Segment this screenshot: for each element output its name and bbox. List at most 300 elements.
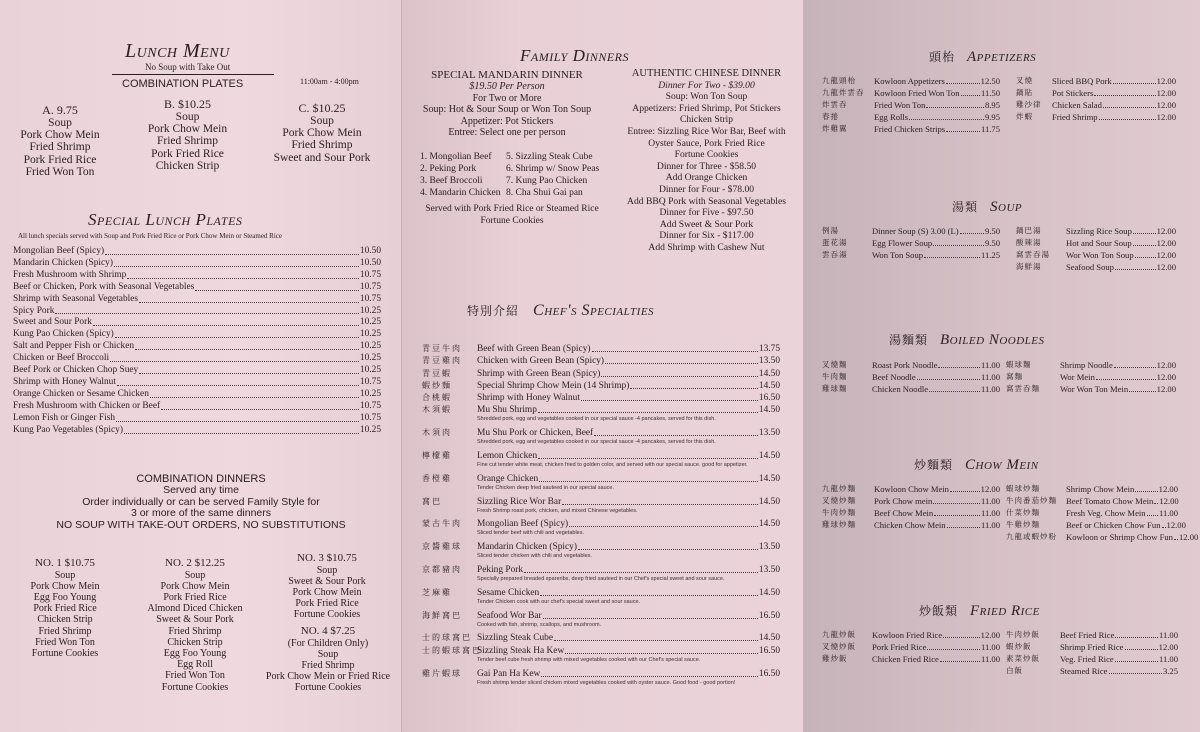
item-name: Chicken Noodle [872, 384, 929, 394]
item-price: 12.00 [1156, 250, 1176, 260]
item-name: Kung Pao Vegetables (Spicy) [13, 424, 123, 435]
authentic-line: Dinner for Five - $97.50 [659, 207, 754, 219]
combo-item: Soup [316, 564, 338, 576]
item-name: Fresh Veg. Chow Mein [1066, 508, 1146, 518]
chef-item-body [477, 355, 780, 367]
menu-item [13, 317, 381, 329]
item-name: Lemon Fish or Ginger Fish [13, 412, 116, 423]
chef-item-row [477, 610, 780, 622]
fried-rice-right [1006, 629, 1178, 677]
item-description: Sliced tender chicken with chili and vegetables. [477, 553, 592, 560]
leader-dots [933, 503, 980, 504]
mandarin-entree: 7. Kung Pao Chicken [506, 176, 588, 186]
item-price: 13.50 [758, 356, 780, 367]
item-cn-name: 窩雲吞麵 [1006, 384, 1040, 393]
mandarin-entree: 2. Peking Pork [420, 164, 477, 174]
item-description: Specially prepared breaded spareribs, deep fried sauteed in our Chef's special sweet and sour sauce. [477, 576, 725, 583]
item-cn-name: 雞球麵 [822, 384, 848, 393]
item-cn-name: 牛雞炒麵 [1006, 520, 1040, 529]
leader-dots [1096, 379, 1156, 380]
menu-item [13, 401, 381, 413]
item-price: 10.50 [359, 246, 381, 256]
plate-b-label: B. $10.25 [163, 97, 211, 111]
item-price: 10.25 [359, 353, 381, 364]
item-cn-name: 京都豬肉 [422, 565, 462, 575]
leader-dots [1099, 119, 1156, 120]
item-name: Veg. Fried Rice [1060, 654, 1114, 664]
item-cn-name: 士的球窩巴 [422, 633, 472, 643]
leader-dots [524, 572, 758, 573]
item-price: 14.50 [758, 368, 780, 379]
leader-dots [117, 385, 359, 386]
item-price: 12.00 [1166, 520, 1186, 530]
chef-item-row [477, 368, 780, 380]
item-cn-name: 牛肉炒麵 [822, 508, 856, 517]
leader-dots [926, 107, 984, 108]
item-price: 11.00 [980, 360, 1000, 370]
mandarin-footer [412, 203, 612, 227]
combo-item: Pork Chow Mein or Fried Rice [265, 671, 391, 683]
item-cn-name: 海鮮窩巴 [422, 610, 462, 620]
plate-b-item: Soup [175, 111, 200, 123]
leader-dots [946, 83, 980, 84]
chef-item-body [477, 380, 780, 392]
authentic-line: Soup: Won Ton Soup [665, 91, 748, 103]
combo-item: Sweet & Sour Pork [156, 614, 234, 626]
plate-b-item: Pork Fried Rice [151, 147, 224, 160]
item-name: Salt and Pepper Fish or Chicken [13, 341, 135, 352]
item-name: Kowloon Chow Mein [874, 484, 949, 494]
chef-item-body [477, 645, 780, 663]
item-cn-name: 鍋巴湯 [1016, 226, 1042, 235]
item-price: 11.00 [980, 496, 1000, 506]
combo-item: Fortune Cookies [31, 647, 99, 659]
combo-item: Soup [54, 569, 76, 581]
item-price: 8.95 [984, 100, 1000, 110]
item-price: 12.50 [980, 76, 1000, 86]
mandarin-footer-line: Served with Pork Fried Rice or Steamed Rice [425, 204, 599, 214]
item-name: Lemon Chicken [477, 451, 538, 462]
menu-item [822, 359, 1000, 371]
item-cn-name: 芝麻雞 [422, 587, 452, 597]
chef-item [422, 392, 780, 404]
chef-item-body [477, 473, 780, 491]
menu-item [822, 249, 1000, 261]
item-price: 10.75 [359, 376, 381, 387]
item-cn-name: 素菜炒飯 [1006, 654, 1040, 663]
chef-item-row [477, 473, 780, 485]
mandarin-entree: 8. Cha Shui Gai pan [506, 188, 583, 198]
item-cn-name: 雲吞湯 [822, 250, 848, 259]
item-price: 11.00 [980, 520, 1000, 530]
item-price: 11.00 [1158, 654, 1178, 664]
menu-item [822, 519, 1000, 531]
combination-dinners-line: Order individually or can be served Family Style for [82, 495, 320, 508]
item-name: Roast Pork Noodle [872, 360, 938, 370]
authentic-dinner [614, 68, 799, 254]
chef-item-body [477, 427, 780, 445]
item-name: Shrimp with Green Bean (Spicy) [477, 368, 601, 379]
chef-item-row [477, 380, 780, 392]
chef-item-row [477, 404, 780, 416]
item-name: Wor Mein [1060, 372, 1095, 382]
leader-dots [938, 367, 980, 368]
soup-heading [952, 198, 1022, 216]
item-price: 14.50 [758, 380, 780, 391]
combo-item: Soup [317, 648, 339, 660]
mandarin-line: Entree: Select one per person [448, 127, 566, 139]
mandarin-footer-line: Fortune Cookies [480, 216, 544, 226]
item-price: 16.50 [758, 393, 780, 404]
item-name: Sesame Chicken [477, 587, 540, 598]
item-cn-name: 青豆蝦 [422, 368, 452, 378]
menu-item [1006, 665, 1178, 677]
menu-item [1006, 531, 1199, 543]
plate-b-item: Pork Chow Mein [147, 123, 228, 136]
combo-item: Chicken Strip [37, 614, 93, 626]
lunch-divider [112, 74, 274, 75]
item-name: Beef Pork or Chicken Chop Suey [13, 365, 139, 376]
chef-item [422, 427, 780, 450]
chef-item-body [477, 632, 780, 644]
menu-item [13, 389, 381, 401]
plate-a-item: Fried Shrimp [29, 141, 91, 154]
combination-dinners-line: 3 or more of the same dinners [130, 507, 272, 519]
chow-mein-title-cn: 炒麵類 [914, 458, 954, 472]
item-name: Kowloon Fried Rice [872, 630, 943, 640]
item-name: Shrimp Noodle [1060, 360, 1113, 370]
item-name: Sweet and Sour Pork [13, 317, 92, 328]
chef-item [422, 541, 780, 564]
chef-item-body [477, 392, 780, 404]
menu-item [13, 413, 381, 425]
leader-dots [1109, 673, 1162, 674]
menu-item [822, 629, 1000, 641]
leader-dots [115, 337, 359, 338]
leader-dots [594, 435, 758, 436]
leader-dots [135, 349, 359, 350]
leader-dots [601, 376, 757, 377]
leader-dots [934, 515, 980, 516]
item-cn-name: 合桃蝦 [422, 393, 452, 403]
item-cn-name: 什菜炒麵 [1006, 508, 1040, 517]
item-price: 10.75 [359, 281, 381, 292]
fried-rice-title-cn: 炒飯類 [919, 604, 959, 618]
mandarin-entrees-right [506, 151, 599, 199]
item-price: 11.00 [980, 384, 1000, 394]
mandarin-entrees-left [420, 151, 500, 199]
item-price: 11.00 [980, 508, 1000, 518]
item-name: Kung Pao Chicken (Spicy) [13, 329, 114, 340]
menu-item [822, 99, 1000, 111]
item-name: Kowloon Appetizers [874, 76, 945, 86]
leader-dots [1094, 95, 1155, 96]
menu-item [822, 383, 1000, 395]
combo-no3 [262, 552, 392, 621]
item-price: 11.00 [1158, 630, 1178, 640]
combo-label: NO. 4 $7.25 [300, 625, 356, 637]
menu-item [822, 507, 1000, 519]
leader-dots [543, 618, 758, 619]
chow-mein-left [822, 483, 1000, 531]
item-cn-name: 例湯 [822, 226, 839, 235]
leader-dots [630, 388, 758, 389]
chef-item-row [477, 632, 780, 644]
menu-item [1006, 641, 1178, 653]
item-price: 9.50 [984, 238, 1000, 248]
leader-dots [1115, 661, 1158, 662]
item-cn-name: 春捲 [822, 112, 839, 121]
menu-item [1006, 359, 1176, 371]
mandarin-line: For Two or More [472, 92, 542, 104]
chef-item-row [477, 541, 780, 553]
chef-item [422, 645, 780, 668]
item-cn-name: 京醬雞球 [422, 542, 462, 552]
authentic-line: Chicken Strip [679, 114, 734, 126]
item-price: 13.75 [758, 344, 780, 354]
item-price: 10.25 [359, 424, 381, 435]
item-price: 3.25 [1162, 666, 1178, 676]
chef-item [422, 610, 780, 633]
item-name: Beef or Chicken Chow Fun [1066, 520, 1161, 530]
fried-rice-title: Fried Rice [970, 603, 1040, 619]
authentic-line: Dinner for Six - $117.00 [659, 230, 754, 242]
a-la-carte-panel [804, 0, 1200, 732]
no-soup-note: No Soup with Take Out [145, 62, 231, 72]
item-cn-name: 九龍炒飯 [822, 630, 856, 639]
item-cn-name: 檸檬雞 [422, 451, 452, 461]
plate-a-label: A. 9.75 [42, 103, 78, 117]
leader-dots [93, 325, 359, 326]
plate-c-item: Sweet and Sour Pork [273, 151, 371, 164]
authentic-line: Add Shrimp with Cashew Nut [648, 241, 765, 253]
leader-dots [55, 313, 358, 314]
combo-item: Pork Chow Mein [30, 580, 100, 592]
plate-a-item: Pork Chow Mein [20, 129, 100, 142]
chef-item-row [477, 645, 780, 657]
leader-dots [578, 549, 758, 550]
leader-dots [539, 481, 758, 482]
item-name: Pork Chow mein [874, 496, 933, 506]
mandarin-dinner [412, 70, 602, 138]
noodles-heading [889, 331, 1045, 349]
item-name: Hot and Sour Soup [1066, 238, 1132, 248]
noodles-left [822, 359, 1000, 395]
item-price: 13.50 [758, 565, 780, 576]
item-price: 11.00 [1158, 508, 1178, 518]
item-name: Beef Noodle [872, 372, 916, 382]
leader-dots [127, 278, 359, 279]
item-price: 14.50 [758, 587, 780, 598]
noodles-right [1006, 359, 1176, 395]
combo-item: Fried Shrimp [301, 659, 355, 671]
chef-item-row [477, 392, 780, 404]
item-name: Kowloon or Shrimp Chow Fun [1066, 532, 1173, 542]
item-cn-name: 窩雲吞湯 [1016, 250, 1050, 259]
menu-item [822, 237, 1000, 249]
appetizers-left [822, 75, 1000, 135]
item-cn-name: 鍋貼 [1016, 88, 1033, 97]
item-name: Orange Chicken or Sesame Chicken [13, 388, 149, 399]
leader-dots [1133, 233, 1156, 234]
item-price: 16.50 [758, 610, 780, 621]
chef-item-body [477, 450, 780, 468]
item-price: 12.00 [1156, 88, 1176, 98]
chef-item-row [477, 587, 780, 599]
item-price: 11.00 [980, 654, 1000, 664]
chef-item [422, 518, 780, 541]
item-price: 10.25 [359, 317, 381, 328]
combo-no4 [258, 625, 398, 694]
chef-title: Chef's Specialties [533, 302, 655, 319]
item-cn-name: 叉燒炒麵 [822, 496, 856, 505]
plate-b [135, 98, 240, 172]
menu-item [1016, 237, 1176, 249]
lunch-menu-title: Lunch Menu [125, 40, 230, 62]
combo-item: Pork Fried Rice [33, 603, 97, 615]
item-cn-name: 蝦炒飯 [1006, 642, 1032, 651]
plate-c-item: Fried Shrimp [291, 139, 353, 152]
chef-item [422, 368, 780, 380]
item-price: 12.00 [1158, 484, 1178, 494]
authentic-line: Appetizers: Fried Shrimp, Pot Stickers [632, 102, 781, 114]
menu-item [822, 495, 1000, 507]
leader-dots [917, 379, 980, 380]
item-price: 10.50 [359, 257, 381, 268]
leader-dots [139, 302, 359, 303]
combo-item: Fortune Cookies [161, 681, 229, 693]
leader-dots [105, 254, 359, 255]
item-price: 10.75 [359, 400, 381, 411]
item-name: Pot Stickers [1052, 88, 1094, 98]
special-lunch-title: Special Lunch Plates [88, 210, 243, 229]
leader-dots [116, 421, 359, 422]
item-cn-name: 木須肉 [422, 428, 452, 438]
item-price: 14.50 [758, 473, 780, 484]
chef-item-body [477, 610, 780, 628]
combo-item: Pork Fried Rice [163, 591, 227, 603]
authentic-line: Dinner for Three - $58.50 [656, 160, 757, 172]
item-cn-name: 香橙雞 [422, 473, 452, 483]
item-name: Fried Shrimp [1052, 112, 1098, 122]
appetizers-title-cn: 頭枱 [929, 50, 956, 64]
chef-item [422, 404, 780, 427]
leader-dots [114, 266, 359, 267]
item-price: 14.50 [758, 451, 780, 462]
leader-dots [110, 361, 359, 362]
item-price: 10.25 [359, 341, 381, 352]
menu-item [13, 329, 381, 341]
item-name: Chicken or Beef Broccoli [13, 353, 110, 364]
menu-item [822, 123, 1000, 135]
leader-dots [961, 95, 980, 96]
item-description: Sliced tender beef with chili and vegetables. [477, 530, 585, 537]
item-cn-name: 九龍或蝦炒粉 [1006, 532, 1057, 541]
item-cn-name: 牛肉炒飯 [1006, 630, 1040, 639]
chef-item [422, 668, 780, 691]
chef-item [422, 564, 780, 587]
item-name: Special Shrimp Chow Mein (14 Shrimp) [477, 380, 630, 391]
item-price: 14.50 [758, 405, 780, 416]
item-cn-name: 青豆雞肉 [422, 356, 462, 366]
item-price: 12.00 [1158, 642, 1178, 652]
item-price: 12.00 [1156, 100, 1176, 110]
item-cn-name: 酸辣湯 [1016, 238, 1042, 247]
item-cn-name: 牛肉番茄炒麵 [1006, 496, 1057, 505]
item-name: Spicy Pork [13, 305, 55, 316]
lunch-hours: 11:00am - 4:00pm [300, 77, 359, 86]
plate-c-item: Pork Chow Mein [282, 127, 362, 140]
soup-right [1016, 225, 1176, 273]
authentic-line: Add Sweet & Sour Pork [659, 218, 754, 230]
item-cn-name: 叉燒 [1016, 76, 1033, 85]
mandarin-entree: 3. Beef Broccoli [420, 176, 483, 186]
combo-item: Almond Diced Chicken [147, 603, 243, 615]
mandarin-entree: 1. Mongolian Beef [420, 152, 492, 162]
item-price: 14.50 [758, 496, 780, 507]
chef-item-body [477, 368, 780, 380]
item-price: 9.95 [984, 112, 1000, 122]
leader-dots [1129, 391, 1156, 392]
chef-item-body [477, 587, 780, 605]
item-price: 12.00 [980, 630, 1000, 640]
chef-item [422, 496, 780, 519]
item-name: Orange Chicken [477, 473, 539, 484]
mandarin-entree: 5. Sizzling Steak Cube [506, 152, 593, 162]
item-price: 11.50 [980, 88, 1000, 98]
dinner-panel [402, 0, 804, 732]
combo-item: Egg Foo Young [163, 647, 227, 659]
leader-dots [1113, 83, 1156, 84]
item-price: 13.50 [758, 542, 780, 553]
menu-item [1006, 483, 1178, 495]
chef-item-body [477, 496, 780, 514]
menu-item [1006, 653, 1178, 665]
menu-item [1016, 225, 1176, 237]
leader-dots [943, 637, 979, 638]
item-name: Dinner Soup (S) 3.00 (L) [872, 226, 959, 236]
item-name: Shrimp Fried Rice [1060, 642, 1124, 652]
item-cn-name: 木須蝦 [422, 405, 452, 415]
item-name: Fried Won Ton [874, 100, 926, 110]
authentic-title: AUTHENTIC CHINESE DINNER [631, 68, 782, 79]
leader-dots [581, 400, 758, 401]
item-description: Cooked with fish, shrimp, scallops, and mushroom. [477, 621, 602, 628]
menu-item [13, 365, 381, 377]
menu-item [1016, 249, 1176, 261]
item-cn-name: 窩巴 [422, 496, 442, 506]
authentic-line: Oyster Sauce, Pork Fried Rice [648, 137, 765, 149]
menu-item [13, 282, 381, 294]
plate-c [262, 102, 382, 164]
appetizers-title: Appetizers [967, 49, 1037, 65]
item-price: 10.25 [359, 365, 381, 376]
leader-dots [909, 119, 984, 120]
leader-dots [1147, 515, 1158, 516]
item-name: Mu Shu Shrimp [477, 405, 537, 416]
menu-item [1006, 383, 1176, 395]
menu-item [1006, 495, 1178, 507]
item-price: 10.75 [359, 293, 381, 304]
combo-item: Fortune Cookies [293, 609, 361, 621]
chef-item-body [477, 564, 780, 582]
leader-dots [924, 257, 980, 258]
item-name: Beef Tomato Chow Mein [1066, 496, 1154, 506]
combo-no1 [15, 557, 115, 659]
chef-item-body [477, 343, 780, 355]
chef-item-row [477, 355, 780, 367]
item-name: Sizzling Steak Ha Kew [477, 645, 565, 656]
